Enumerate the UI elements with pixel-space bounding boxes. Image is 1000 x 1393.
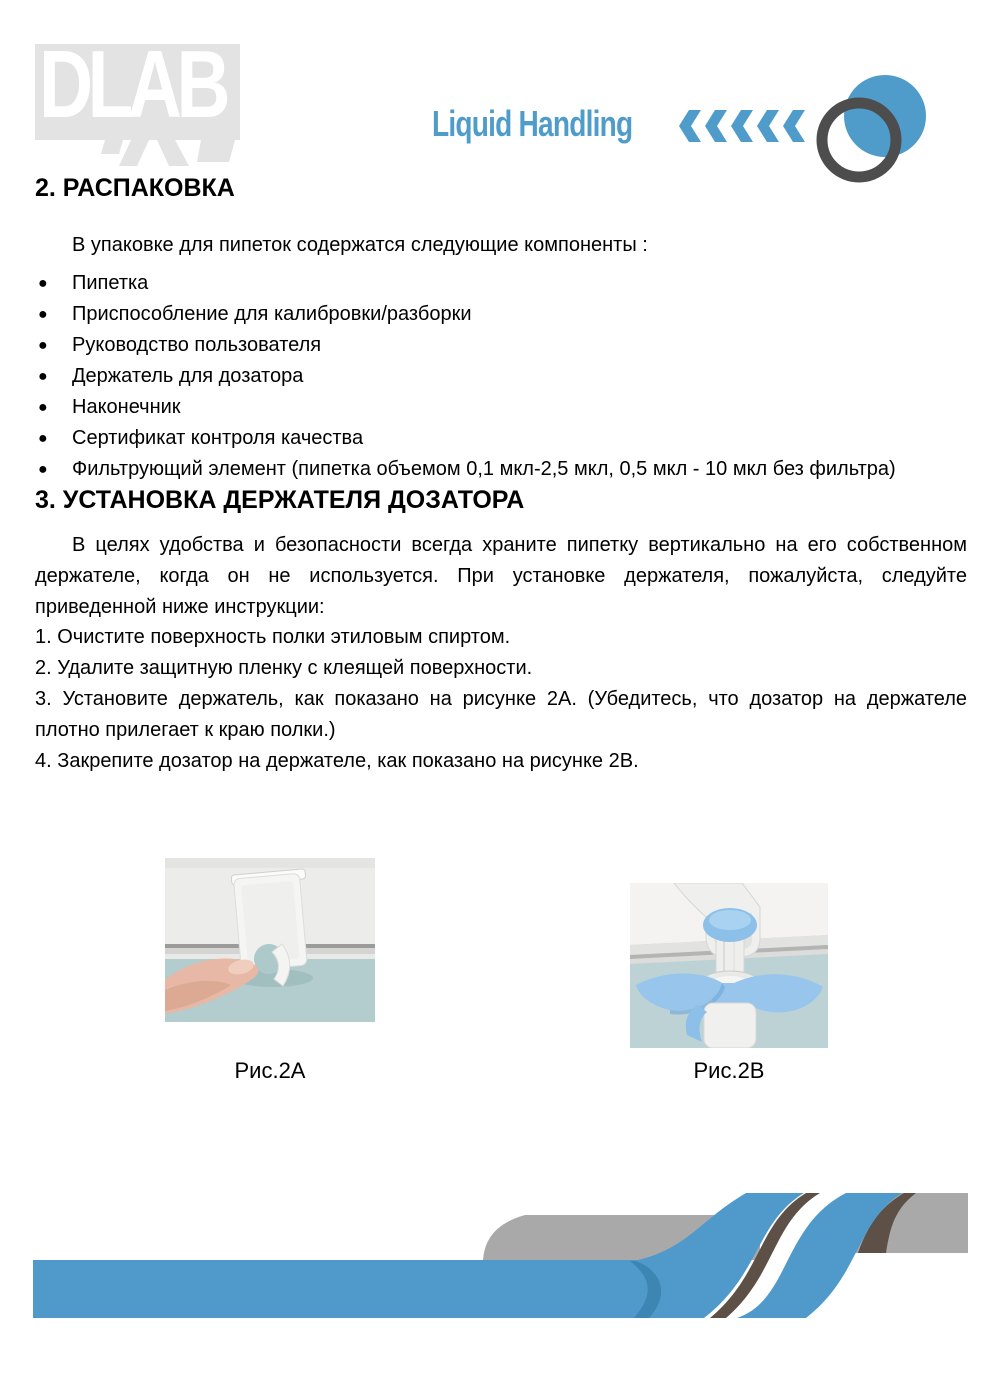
chevrons-left-icon [678,110,814,142]
section-2-intro: В упаковке для пипеток содержатся следующие компоненты : [72,234,648,256]
ring-circle-logo-icon [815,68,933,188]
dlab-logo-letter-tails [35,140,240,166]
list-item: ● Держатель для дозатора [35,361,970,392]
list-item: ● Руководство пользователя [35,330,970,361]
dlab-logo-text: DLAB [39,44,226,138]
figure-2b-photo [630,883,828,1048]
install-steps [35,622,967,777]
dlab-logo [35,44,240,140]
section-3-title: 3. УСТАНОВКА ДЕРЖАТЕЛЯ ДОЗАТОРА [35,486,525,514]
section-3-intro: В целях удобства и безопасности всегда храните пипетку вертикально на его собственном держателе, когда он не используется. При установке держателя, пожалуйста, следуйте приведенной ниже инструкции: [35,534,967,618]
figure-2a-photo [165,858,375,1022]
footer-swoosh-graphic [0,1150,1000,1393]
step-4: 4. Закрепите дозатор на держателе, как показано на рисунке 2B. [35,750,639,772]
figure-2b-caption: Рис.2B [693,1058,765,1083]
list-item: ● Приспособление для калибровки/разборки [35,299,970,330]
section-2-title: 2. РАСПАКОВКА [35,174,235,202]
step-2: 2. Удалите защитную пленку с клеящей поверхности. [35,657,533,679]
figure-2a-caption: Рис.2A [234,1058,306,1083]
step-3: 3. Установите держатель, как показано на рисунке 2A. (Убедитесь, что дозатор на держателе плотно прилегает к краю полки.) [35,688,967,741]
package-contents-list [35,268,970,485]
list-item: ● Пипетка [35,268,970,299]
list-item: ● Наконечник [35,392,970,423]
list-item: ● Сертификат контроля качества [35,423,970,454]
list-item: ● Фильтрующий элемент (пипетка объемом 0,1 мкл-2,5 мкл, 0,5 мкл - 10 мкл без фильтра) [35,454,970,485]
step-1: 1. Очистите поверхность полки этиловым спиртом. [35,626,511,648]
liquid-handling-tagline: Liquid Handling [432,103,633,144]
